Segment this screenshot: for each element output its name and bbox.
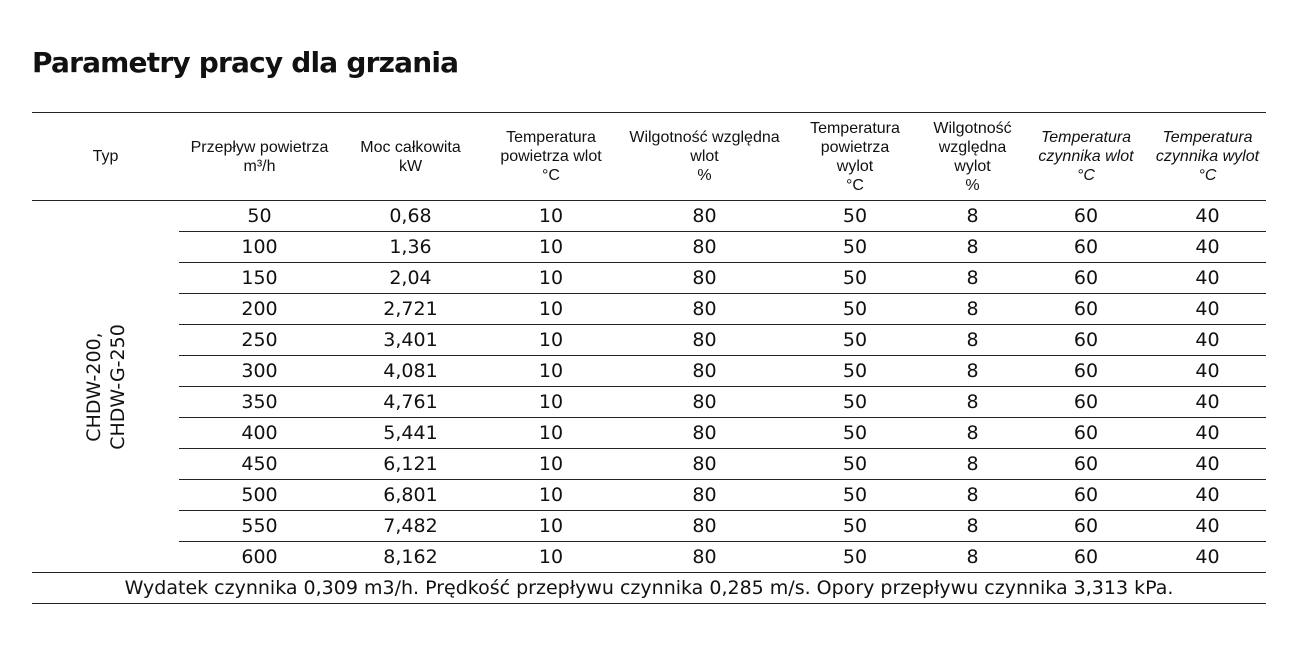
table-cell-hum_in: 80 [621,356,788,387]
column-header-flow [179,113,340,201]
table-cell-flow: 200 [179,294,340,325]
table-cell-temp_in: 10 [481,449,621,480]
table-cell-hum_out: 8 [922,480,1023,511]
table-cell-temp_in: 10 [481,387,621,418]
table-cell-temp_in: 10 [481,201,621,232]
table-cell-medium_in: 60 [1023,387,1149,418]
column-header-line: °C [846,176,864,194]
table-cell-flow: 150 [179,263,340,294]
table-cell-medium_in: 60 [1023,201,1149,232]
footer-note: Wydatek czynnika 0,309 m3/h. Prędkość przepływu czynnika 0,285 m/s. Opory przepływu czynnika 3,313 kPa. [32,573,1266,604]
table-cell-temp_in: 10 [481,356,621,387]
column-header-line: wlot [690,148,719,165]
column-header-temp_in [481,113,621,201]
table-cell-temp_in: 10 [481,232,621,263]
column-header-line: Typ [92,148,119,165]
table-cell-power: 6,121 [340,449,481,480]
table-cell-temp_out: 50 [788,418,922,449]
column-header-line: czynnika wylot [1155,148,1260,165]
table-cell-temp_out: 50 [788,232,922,263]
column-header-medium_out [1149,113,1266,201]
table-cell-temp_out: 50 [788,480,922,511]
table-cell-flow: 500 [179,480,340,511]
table-cell-temp_out: 50 [788,356,922,387]
column-header-line: powietrza wlot [500,148,602,165]
table-cell-hum_in: 80 [621,449,788,480]
type-cell [32,201,179,573]
table-cell-medium_in: 60 [1023,232,1149,263]
type-label [82,324,130,450]
table-cell-hum_in: 80 [621,480,788,511]
table-cell-temp_in: 10 [481,325,621,356]
table-cell-power: 7,482 [340,511,481,542]
table-cell-temp_in: 10 [481,542,621,573]
column-header-line: względna [938,138,1007,156]
table-cell-temp_in: 10 [481,480,621,511]
table-cell-temp_out: 50 [788,449,922,480]
table-cell-hum_out: 8 [922,294,1023,325]
table-cell-medium_out: 40 [1149,387,1266,418]
table-cell-medium_out: 40 [1149,480,1266,511]
table-cell-power: 2,04 [340,263,481,294]
table-cell-medium_in: 60 [1023,511,1149,542]
table-cell-temp_out: 50 [788,263,922,294]
column-header-line: wylot [954,157,991,175]
table-cell-temp_in: 10 [481,294,621,325]
column-header-temp_out [788,113,922,201]
table-cell-medium_out: 40 [1149,418,1266,449]
column-header-line: Temperatura [506,129,596,146]
column-header-line: m³/h [243,157,276,175]
column-header-line: Temperatura [1040,129,1132,146]
column-header-typ [32,113,179,201]
table-cell-hum_in: 80 [621,542,788,573]
table-cell-flow: 50 [179,201,340,232]
column-header-power [340,113,481,201]
table-cell-flow: 350 [179,387,340,418]
type-label-line: CHDW-200, [82,331,105,442]
column-header-line: % [965,176,980,194]
table-row [32,449,1266,480]
column-header-hum_out [922,113,1023,201]
table-cell-power: 4,761 [340,387,481,418]
table-cell-temp_in: 10 [481,511,621,542]
table-cell-hum_in: 80 [621,294,788,325]
table-cell-flow: 450 [179,449,340,480]
table-cell-hum_out: 8 [922,232,1023,263]
table-row [32,542,1266,573]
table-cell-power: 0,68 [340,201,481,232]
table-row [32,232,1266,263]
table-cell-medium_out: 40 [1149,201,1266,232]
table-cell-hum_out: 8 [922,356,1023,387]
table-cell-hum_in: 80 [621,511,788,542]
table-cell-temp_out: 50 [788,294,922,325]
column-header-hum_in [621,113,788,201]
table-cell-medium_in: 60 [1023,356,1149,387]
table-row [32,325,1266,356]
table-cell-hum_out: 8 [922,418,1023,449]
table-cell-temp_out: 50 [788,511,922,542]
table-cell-flow: 600 [179,542,340,573]
table-cell-power: 6,801 [340,480,481,511]
heating-parameters-table [32,112,1266,604]
table-row [32,387,1266,418]
table-cell-power: 1,36 [340,232,481,263]
table-cell-hum_in: 80 [621,263,788,294]
table-body [32,201,1266,604]
column-header-line: wylot [836,157,874,175]
column-header-medium_in [1023,113,1149,201]
table-cell-hum_out: 8 [922,387,1023,418]
header-row [32,113,1266,201]
table-cell-medium_out: 40 [1149,263,1266,294]
table-cell-medium_out: 40 [1149,356,1266,387]
table-cell-flow: 300 [179,356,340,387]
table-cell-hum_out: 8 [922,325,1023,356]
column-header-line: czynnika wlot [1038,148,1134,165]
column-header-line: Wilgotność [933,119,1012,137]
column-header-line: Wilgotność względna [629,129,780,146]
table-cell-hum_out: 8 [922,201,1023,232]
table-cell-temp_out: 50 [788,325,922,356]
column-header-line: Przepływ powietrza [190,138,329,156]
table-cell-power: 3,401 [340,325,481,356]
footer-row [32,573,1266,604]
table-cell-flow: 100 [179,232,340,263]
column-header-line: % [697,167,712,184]
table-cell-temp_out: 50 [788,542,922,573]
table-cell-power: 2,721 [340,294,481,325]
table-cell-hum_in: 80 [621,418,788,449]
column-header-line: °C [1198,167,1217,184]
column-header-line: °C [542,167,560,184]
table-cell-medium_in: 60 [1023,294,1149,325]
table-cell-hum_in: 80 [621,232,788,263]
table-cell-medium_in: 60 [1023,542,1149,573]
table-cell-power: 8,162 [340,542,481,573]
page-title: Parametry pracy dla grzania [32,46,459,79]
table-cell-medium_in: 60 [1023,418,1149,449]
table-cell-hum_in: 80 [621,201,788,232]
table-cell-medium_out: 40 [1149,294,1266,325]
table-row [32,356,1266,387]
table-cell-hum_in: 80 [621,387,788,418]
column-header-line: °C [1077,167,1095,184]
table-row [32,201,1266,232]
table-cell-hum_out: 8 [922,542,1023,573]
table-cell-medium_in: 60 [1023,263,1149,294]
column-header-line: kW [398,157,423,175]
table-cell-temp_out: 50 [788,201,922,232]
table-row [32,418,1266,449]
column-header-line: Moc całkowita [360,138,461,156]
column-header-line: Temperatura [1162,129,1253,146]
table-cell-power: 4,081 [340,356,481,387]
table-cell-medium_out: 40 [1149,449,1266,480]
table-cell-medium_in: 60 [1023,449,1149,480]
table-cell-medium_out: 40 [1149,325,1266,356]
table-cell-hum_out: 8 [922,263,1023,294]
table-row [32,294,1266,325]
table-cell-power: 5,441 [340,418,481,449]
table-cell-flow: 250 [179,325,340,356]
table-cell-temp_out: 50 [788,387,922,418]
table-row [32,263,1266,294]
type-label-line: CHDW-G-250 [106,323,129,450]
table-cell-flow: 400 [179,418,340,449]
table-cell-temp_in: 10 [481,418,621,449]
column-header-line: Temperatura [810,119,900,137]
table-cell-medium_out: 40 [1149,542,1266,573]
table-row [32,480,1266,511]
table-cell-flow: 550 [179,511,340,542]
table-cell-medium_in: 60 [1023,480,1149,511]
table-cell-hum_out: 8 [922,449,1023,480]
table-cell-medium_in: 60 [1023,325,1149,356]
table-cell-hum_in: 80 [621,325,788,356]
table-cell-hum_out: 8 [922,511,1023,542]
column-header-line: powietrza [820,138,890,156]
table-row [32,511,1266,542]
table-cell-medium_out: 40 [1149,232,1266,263]
table-cell-temp_in: 10 [481,263,621,294]
table-cell-medium_out: 40 [1149,511,1266,542]
